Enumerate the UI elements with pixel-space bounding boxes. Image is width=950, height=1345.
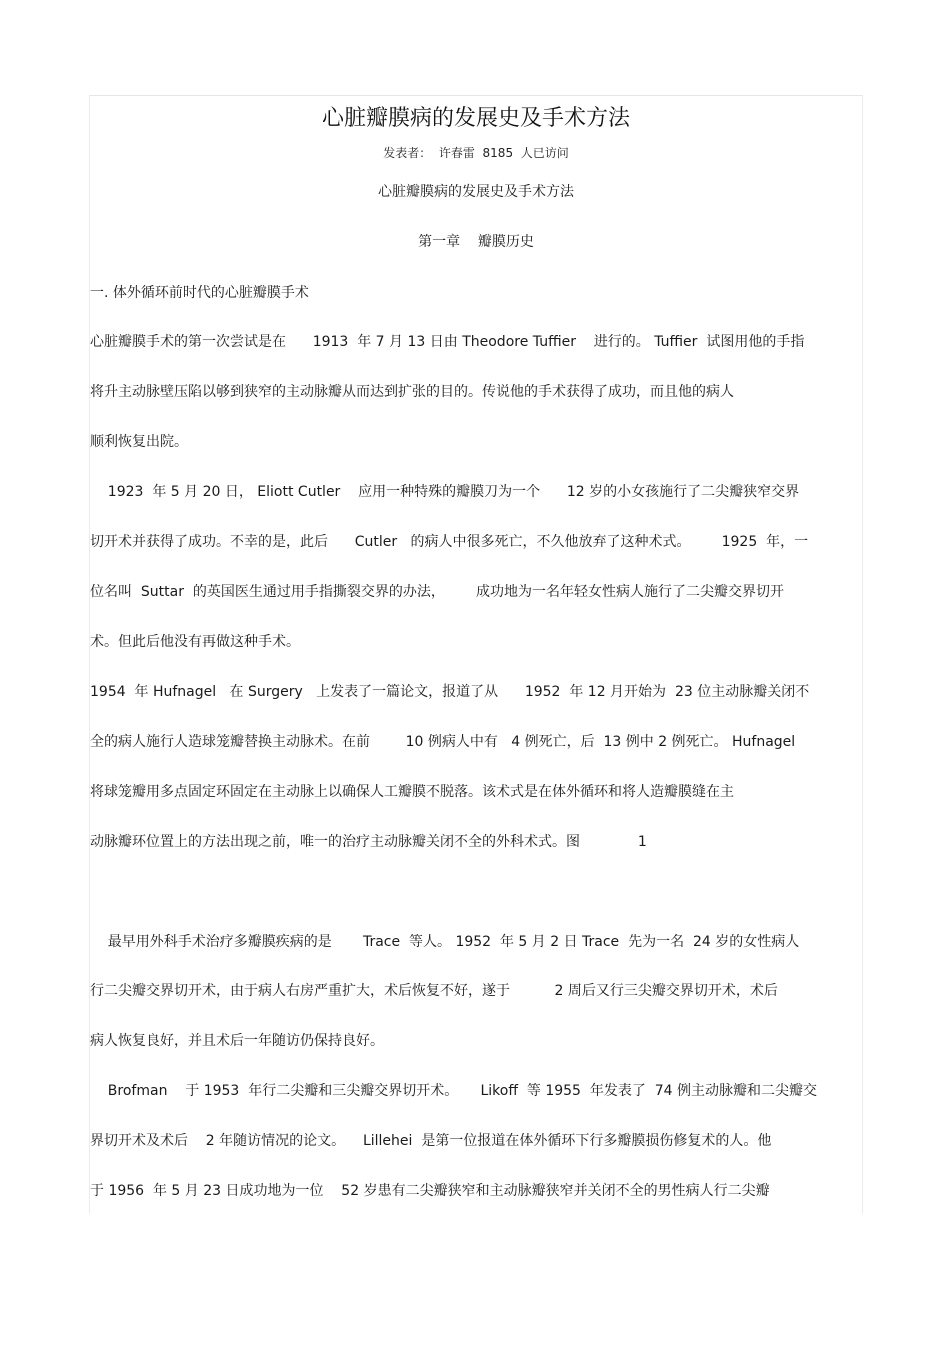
body-line: 位名叫 Suttar 的英国医生通过用手指撕裂交界的办法， 成功地为一名年轻女性病人施行了二尖瓣交界切开: [90, 584, 785, 600]
document-subtitle: 心脏瓣膜病的发展史及手术方法: [378, 184, 574, 200]
body-line: 将升主动脉壁压陷以够到狭窄的主动脉瓣从而达到扩张的目的。传说他的手术获得了成功，而且他的病人: [90, 384, 734, 400]
body-line: 顺利恢复出院。: [90, 434, 188, 450]
body-line: Brofman 于 1953 年行二尖瓣和三尖瓣交界切开术。 Likoff 等 1955 年发表了 74 例主动脉瓣和二尖瓣交: [90, 1083, 818, 1099]
document-title: 心脏瓣膜病的发展史及手术方法: [321, 106, 630, 131]
body-line: 1954 年 Hufnagel 在 Surgery 上发表了一篇论文，报道了从 1952 年 12 月开始为 23 位主动脉瓣关闭不: [90, 684, 810, 700]
chapter-heading: 第一章 瓣膜历史: [418, 234, 534, 250]
body-line: 行二尖瓣交界切开术，由于病人右房严重扩大，术后恢复不好，遂于 2 周后又行三尖瓣交界切开术，术后: [90, 983, 778, 999]
body-line: 全的病人施行人造球笼瓣替换主动脉术。在前 10 例病人中有 4 例死亡，后 13 例中 2 例死亡。 Hufnagel: [90, 734, 796, 750]
body-line: 于 1956 年 5 月 23 日成功地为一位 52 岁患有二尖瓣狭窄和主动脉瓣狭窄并关闭不全的男性病人行二尖瓣: [90, 1183, 770, 1199]
body-line: 术。但此后他没有再做这种手术。: [90, 634, 300, 650]
section-heading: 一. 体外循环前时代的心脏瓣膜手术: [90, 285, 309, 301]
body-line: 切开术并获得了成功。不幸的是，此后 Cutler 的病人中很多死亡，不久他放弃了这种术式。 1925 年，一: [90, 534, 809, 550]
body-line: 界切开术及术后 2 年随访情况的论文。 Lillehei 是第一位报道在体外循环下行多瓣膜损伤修复术的人。他: [90, 1133, 772, 1149]
document-page: [89, 95, 863, 1214]
body-line: 将球笼瓣用多点固定环固定在主动脉上以确保人工瓣膜不脱落。该术式是在体外循环和将人造瓣膜缝在主: [90, 784, 734, 800]
body-line: 心脏瓣膜手术的第一次尝试是在 1913 年 7 月 13 日由 Theodore Tuffier 进行的。 Tuffier 试图用他的手指: [90, 334, 805, 350]
body-line: 病人恢复良好，并且术后一年随访仍保持良好。: [90, 1033, 384, 1049]
body-line: 动脉瓣环位置上的方法出现之前，唯一的治疗主动脉瓣关闭不全的外科术式。图 1: [90, 834, 647, 850]
body-line: 1923 年 5 月 20 日， Eliott Cutler 应用一种特殊的瓣膜刀为一个 12 岁的小女孩施行了二尖瓣狭窄交界: [90, 484, 800, 500]
author-meta: 发表者： 许春雷 8185 人已访问: [383, 146, 569, 160]
body-line: 最早用外科手术治疗多瓣膜疾病的是 Trace 等人。 1952 年 5 月 2 日 Trace 先为一名 24 岁的女性病人: [90, 934, 800, 950]
